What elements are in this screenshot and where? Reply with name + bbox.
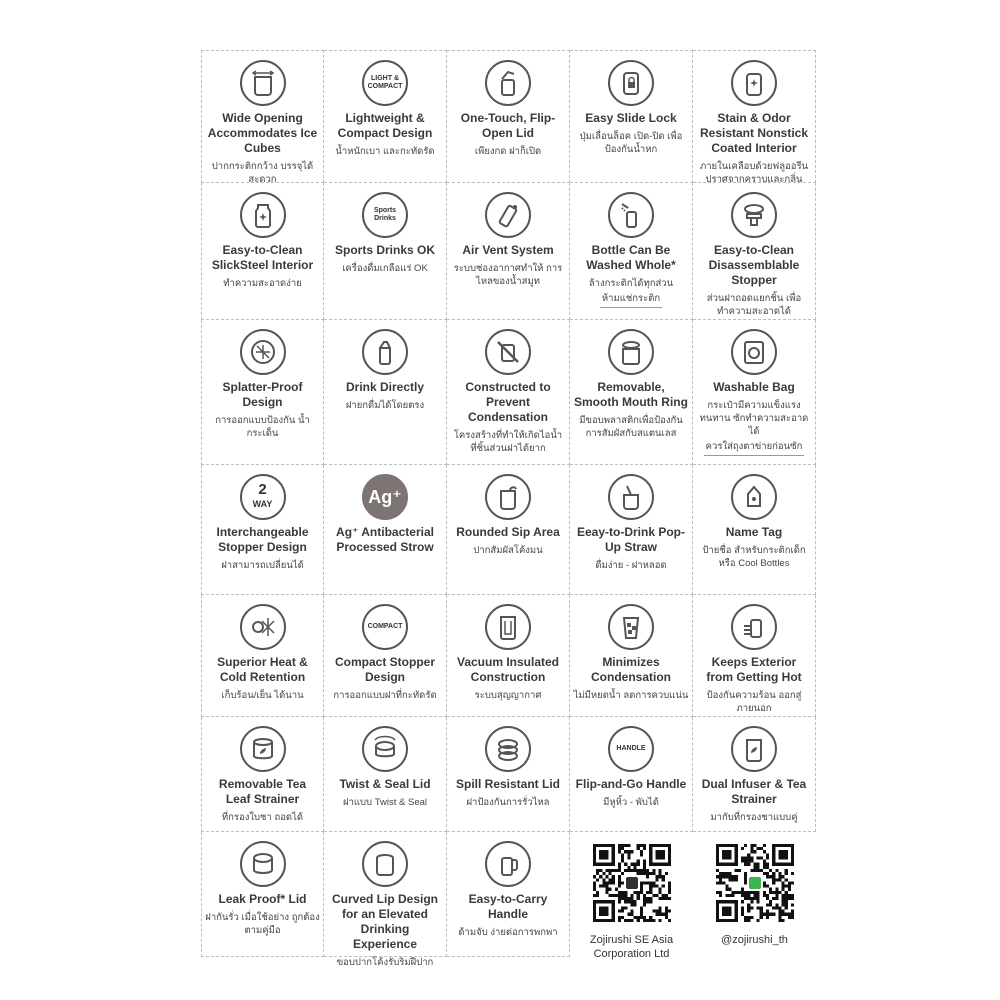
sip-area-icon <box>485 474 531 520</box>
feature-title: Ag⁺ Antibacterial Processed Strow <box>336 525 434 554</box>
feature-title: Superior Heat & Cold Retention <box>217 655 308 684</box>
twist-lid-icon <box>362 726 408 772</box>
sports-drinks-icon <box>362 192 408 238</box>
icon-label: LIGHT & COMPACT <box>367 75 403 90</box>
feature-cell <box>447 465 570 595</box>
feature-title: Removable, Smooth Mouth Ring <box>574 380 688 409</box>
feature-subtitle: ปากกระติกกว้าง บรรจุได้สะดวก <box>211 161 314 185</box>
feature-title: Spill Resistant Lid <box>455 777 560 791</box>
feature-cell <box>201 50 324 183</box>
feature-subtitle: ด้ามจับ ง่ายต่อการพกพา <box>458 927 558 938</box>
feature-subtitle: ล้างกระติกได้ทุกส่วน <box>588 278 674 289</box>
name-tag-icon <box>731 474 777 520</box>
light-compact-icon <box>362 60 408 106</box>
feature-subtitle: ภายในเคลือบด้วยฟลูออรีน ปราศจากคราบและกลิ่น <box>699 161 809 185</box>
nonstick-icon <box>731 60 777 106</box>
feature-title: Compact Stopper Design <box>334 655 435 684</box>
slide-lock-icon <box>608 60 654 106</box>
air-vent-icon <box>485 192 531 238</box>
feature-title: Drink Directly <box>345 380 425 394</box>
sparkle-bottle-icon <box>240 192 286 238</box>
feature-cell <box>324 465 447 595</box>
feature-subtitle: ขอบปากโค้งรับริมฝีปาก <box>336 957 434 968</box>
spill-lid-icon <box>485 726 531 772</box>
qr-caption: Zojirushi SE Asia Corporation Ltd <box>589 934 674 960</box>
feature-title: Dual Infuser & Tea Strainer <box>701 777 807 806</box>
feature-cell <box>570 320 693 465</box>
wide-opening-icon <box>240 60 286 106</box>
feature-title: One-Touch, Flip-Open Lid <box>460 111 556 140</box>
feature-cell <box>201 320 324 465</box>
feature-title: Sports Drinks OK <box>334 243 436 257</box>
feature-title: Eeay-to-Drink Pop-Up Straw <box>576 525 685 554</box>
silver-ion-icon <box>362 474 408 520</box>
feature-subtitle: การออกแบบฝาที่กะทัดรัด <box>333 690 437 701</box>
feature-subtitle: ส่วนฝาถอดแยกชิ้น เพื่อทำความสะอาดได้ <box>706 293 802 317</box>
feature-title: Twist & Seal Lid <box>339 777 431 791</box>
feature-subtitle: น้ำหนักเบา และกะทัดรัด <box>335 146 435 157</box>
feature-title: Interchangeable Stopper Design <box>216 525 309 554</box>
feature-subtitle: โครงสร้างที่ทำให้เกิดไอน้ำ ที่ชิ้นส่วนฝาได้ยาก <box>453 430 563 454</box>
shower-bottle-icon <box>608 192 654 238</box>
tea-strainer-icon <box>240 726 286 772</box>
feature-title: Leak Proof* Lid <box>218 892 307 906</box>
hand-cup-icon <box>731 604 777 650</box>
icon-label: HANDLE <box>616 745 646 752</box>
feature-title: Vacuum Insulated Construction <box>456 655 560 684</box>
feature-subtitle: การออกแบบป้องกัน น้ำกระเด็น <box>215 415 310 439</box>
feature-cell <box>693 717 816 832</box>
carry-handle-icon <box>485 841 531 887</box>
flip-lid-icon <box>485 60 531 106</box>
icon-label: COMPACT <box>367 623 403 630</box>
feature-cell <box>201 183 324 320</box>
feature-cell <box>447 320 570 465</box>
stopper-icon <box>731 192 777 238</box>
feature-cell <box>324 717 447 832</box>
feature-title: Keeps Exterior from Getting Hot <box>706 655 802 684</box>
feature-cell <box>201 717 324 832</box>
mouth-ring-icon <box>608 329 654 375</box>
curved-lip-icon <box>362 841 408 887</box>
feature-title: Wide Opening Accommodates Ice Cubes <box>207 111 318 155</box>
feature-cell <box>201 832 324 957</box>
feature-subtitle: ฝากันรั่ว เมื่อใช้อย่าง ถูกต้องตามคู่มือ <box>205 912 320 936</box>
feature-cell <box>324 320 447 465</box>
feature-cell <box>447 717 570 832</box>
two-way-word: WAY <box>252 499 273 509</box>
feature-cell <box>324 50 447 183</box>
vacuum-icon <box>485 604 531 650</box>
feature-title: Flip-and-Go Handle <box>575 777 687 791</box>
feature-subtitle: ป้ายชื่อ สำหรับกระติกเด็ก หรือ Cool Bottles <box>702 545 806 569</box>
feature-subtitle: ฝาป้องกันการรั่วไหล <box>466 797 550 808</box>
feature-subtitle: มากับที่กรองชาแบบคู่ <box>710 812 798 823</box>
feature-subtitle: เครื่องดื่มเกลือแร่ OK <box>342 263 428 274</box>
feature-cell <box>570 183 693 320</box>
dual-infuser-icon <box>731 726 777 772</box>
feature-grid <box>201 50 816 968</box>
feature-title: Lightweight & Compact Design <box>337 111 433 140</box>
feature-cell <box>570 50 693 183</box>
qr-caption: @zojirushi_th <box>721 934 788 946</box>
icon-label: Sports Drinks <box>373 207 397 222</box>
straw-icon <box>608 474 654 520</box>
feature-subtitle: เพียงกด ฝาก็เปิด <box>474 146 542 157</box>
feature-title: Easy-to-Clean SlickSteel Interior <box>211 243 314 272</box>
feature-title: Easy-to-Clean Disassemblable Stopper <box>708 243 800 287</box>
qr-cell <box>570 832 693 960</box>
feature-subtitle: ระบบช่องอากาศทำให้ การไหลของน้ำสมูท <box>453 263 563 287</box>
feature-title: Stain & Odor Resistant Nonstick Coated Interior <box>699 111 809 155</box>
heat-cold-icon <box>240 604 286 650</box>
feature-cell <box>324 183 447 320</box>
feature-cell <box>447 183 570 320</box>
feature-subtitle: มีหูหิ้ว - พับได้ <box>603 797 659 808</box>
feature-subtitle: ที่กรองใบชา ถอดได้ <box>221 812 304 823</box>
feature-subtitle: ฝาสามารถเปลี่ยนได้ <box>221 560 304 571</box>
feature-title: Curved Lip Design for an Elevated Drinking Experience <box>331 892 438 951</box>
feature-cell <box>570 465 693 595</box>
feature-title: Constructed to Prevent Condensation <box>465 380 551 424</box>
feature-cell <box>447 50 570 183</box>
feature-cell <box>447 832 570 957</box>
feature-subtitle: ปากสัมผัสโค้งมน <box>473 545 543 556</box>
handle-icon <box>608 726 654 772</box>
feature-title: Easy Slide Lock <box>585 111 677 125</box>
feature-note: ห้ามแช่กระติก <box>600 292 662 308</box>
feature-title: Name Tag <box>725 525 783 539</box>
feature-title: Removable Tea Leaf Strainer <box>218 777 307 806</box>
no-condensation-icon <box>485 329 531 375</box>
washing-machine-icon <box>731 329 777 375</box>
feature-subtitle: กระเป๋ามีความแข็งแรง ทนทาน ซักทำความสะอาดได้ <box>699 400 809 437</box>
feature-subtitle: ไม่มีหยดน้ำ ลดการควบแน่น <box>573 690 689 701</box>
feature-cell <box>693 595 816 717</box>
drink-directly-icon <box>362 329 408 375</box>
feature-title: Splatter-Proof Design <box>222 380 303 409</box>
feature-cell <box>570 595 693 717</box>
feature-subtitle: เก็บร้อน/เย็น ได้นาน <box>221 690 304 701</box>
feature-subtitle: มีขอบพลาสติกเพื่อป้องกัน การสัมผัสกับสแตนเลส <box>579 415 683 439</box>
facebook-qr-code[interactable] <box>593 841 671 927</box>
ice-glass-icon <box>608 604 654 650</box>
feature-title: Air Vent System <box>462 243 554 257</box>
feature-title: Bottle Can Be Washed Whole* <box>586 243 676 272</box>
feature-title: Minimizes Condensation <box>591 655 671 684</box>
feature-cell <box>201 595 324 717</box>
feature-note: ควรใส่ถุงตาข่ายก่อนซัก <box>704 440 805 456</box>
feature-subtitle: ดื่มง่าย - ฝาหลอด <box>595 560 667 571</box>
feature-cell <box>693 465 816 595</box>
feature-cell <box>447 595 570 717</box>
feature-cell <box>570 717 693 832</box>
silver-ion-label: Ag⁺ <box>368 486 402 507</box>
leak-proof-icon <box>240 841 286 887</box>
feature-cell <box>693 183 816 320</box>
feature-title: Easy-to-Carry Handle <box>468 892 548 921</box>
line-qr-code[interactable] <box>716 841 794 927</box>
feature-cell <box>201 465 324 595</box>
splatter-icon <box>240 329 286 375</box>
feature-subtitle: ป้องกันความร้อน ออกสู่ภายนอก <box>706 690 802 714</box>
two-way-number: 2 <box>258 481 267 498</box>
qr-cell <box>693 832 816 957</box>
feature-subtitle: ระบบสุญญากาศ <box>474 690 542 701</box>
feature-title: Washable Bag <box>713 380 795 394</box>
feature-cell <box>693 320 816 465</box>
feature-subtitle: ทำความสะอาดง่าย <box>223 278 302 289</box>
feature-cell <box>324 832 447 968</box>
two-way-icon <box>240 474 286 520</box>
feature-cell <box>324 595 447 717</box>
feature-subtitle: ฝาแบบ Twist & Seal <box>343 797 427 808</box>
feature-title: Rounded Sip Area <box>456 525 560 539</box>
compact-stopper-icon <box>362 604 408 650</box>
feature-cell <box>693 50 816 183</box>
feature-subtitle: ฝายกดื่มได้โดยตรง <box>345 400 425 411</box>
feature-subtitle: ปุ่มเลื่อนล็อค เปิด-ปิด เพื่อป้องกันน้ำหก <box>579 131 683 155</box>
